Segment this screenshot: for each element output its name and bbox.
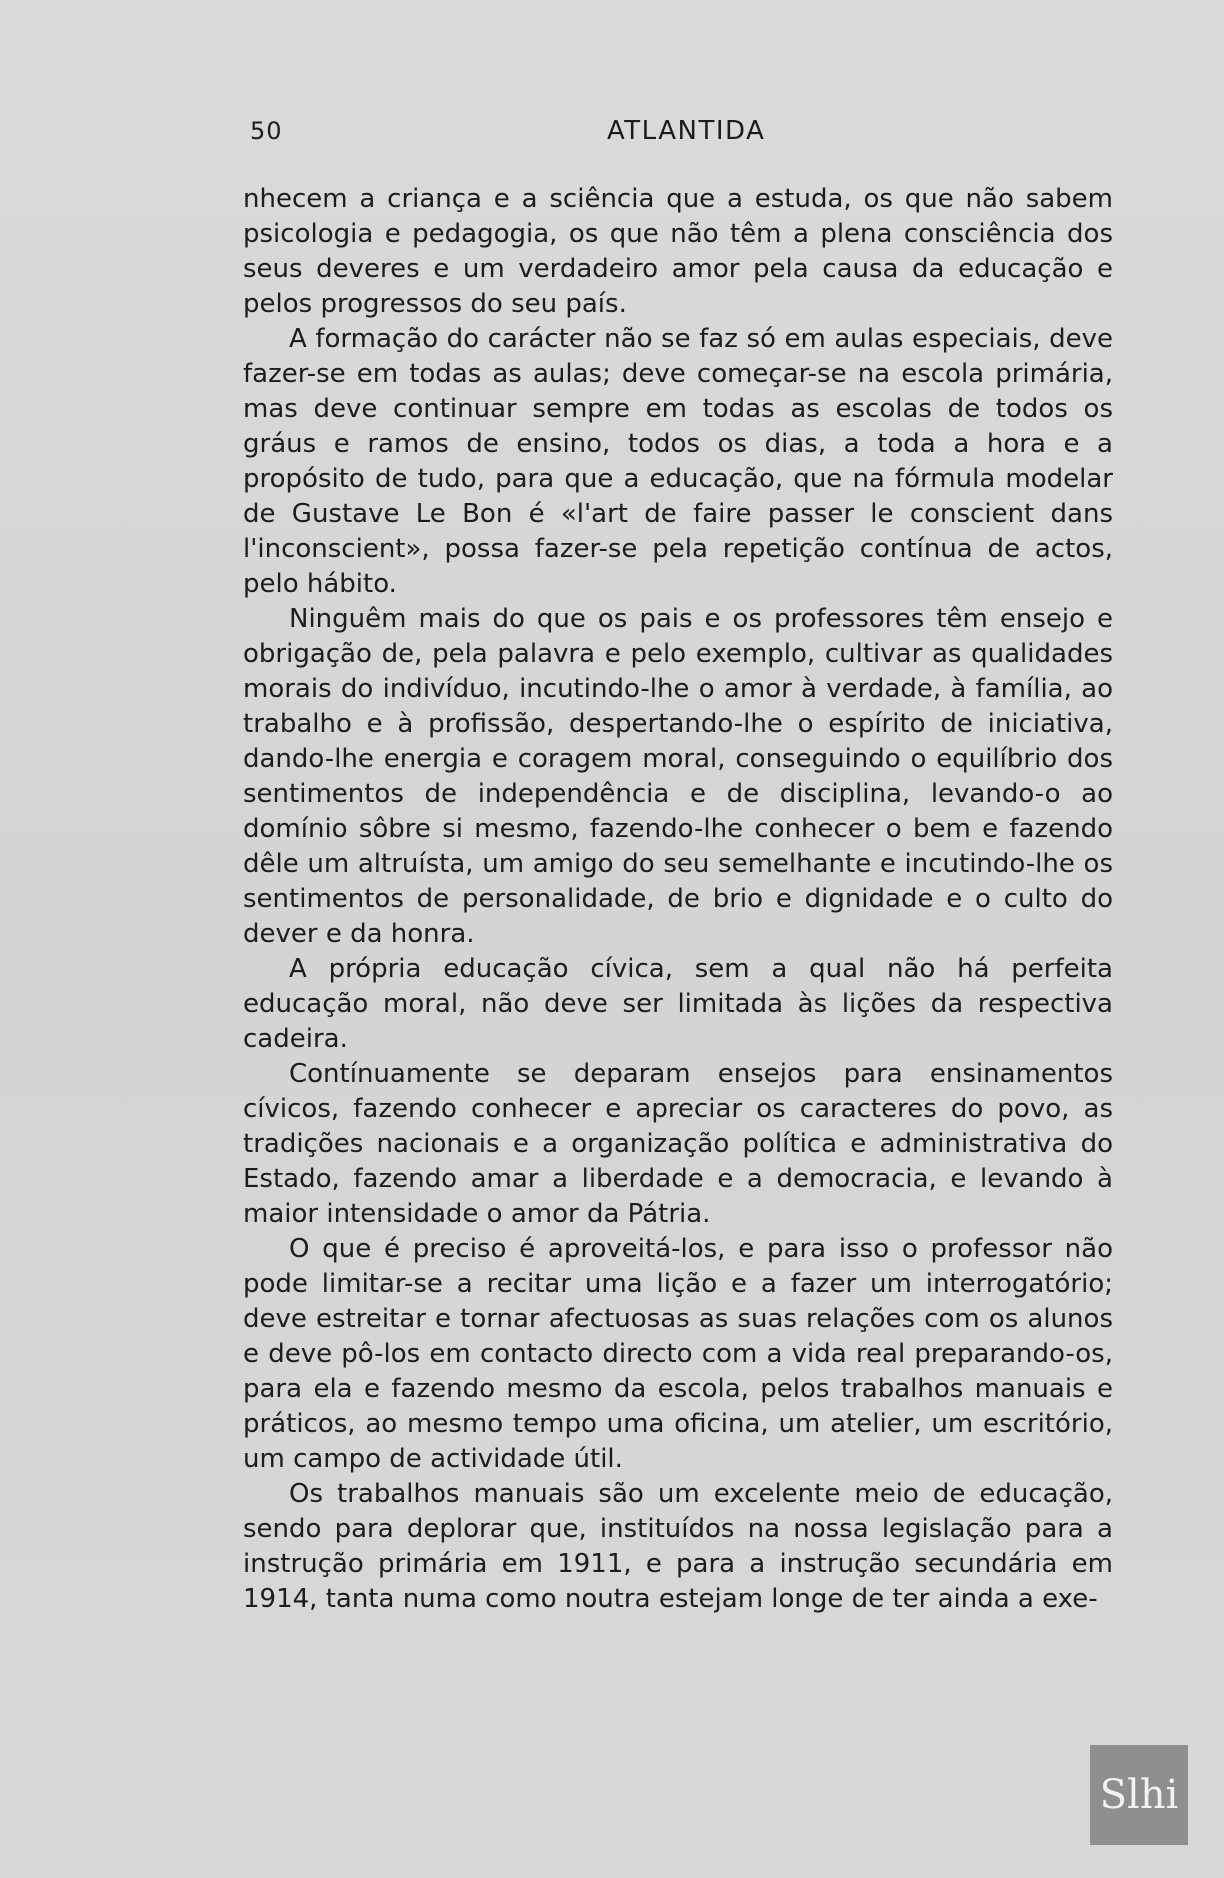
body-text <box>243 182 1113 1617</box>
paragraph: O que é preciso é aproveitá-los, e para isso o professor não pode limitar-se a recitar uma lição e a fazer um interrogatório; deve estreitar e tornar afectuosas as suas relações com os alunos e deve pô-los em contacto directo com a vida real preparando-os, para ela e fazendo mesmo da escola, pelos trabalhos manuais e práticos, ao mesmo tempo uma oficina, um atelier, um escritório, um campo de actividade útil. <box>243 1234 1113 1474</box>
page-number: 50 <box>250 117 283 145</box>
library-logo <box>1090 1745 1188 1845</box>
logo-label: Slhi <box>1099 1772 1179 1818</box>
paragraph: A formação do carácter não se faz só em aulas especiais, deve fazer-se em todas as aulas; deve começar-se na escola primária, mas deve continuar sempre em todas as escolas de todos os gráus e ramos de ensino, todos os dias, a toda a hora e a propósito de tudo, para que a educação, que na fórmula modelar de Gustave Le Bon é «l'art de faire passer le conscient dans l'inconscient», possa fazer-se pela repetição contínua de actos, pelo hábito. <box>243 324 1113 599</box>
paragraph: A própria educação cívica, sem a qual não há perfeita educação moral, não deve ser limitada às lições da respectiva cadeira. <box>243 954 1113 1054</box>
paragraph: Ninguêm mais do que os pais e os professores têm ensejo e obrigação de, pela palavra e pelo exemplo, cultivar as qualidades morais do indivíduo, incutindo-lhe o amor à verdade, à família, ao trabalho e à profissão, despertando-lhe o espírito de iniciativa, dando-lhe energia e coragem moral, conseguindo o equilíbrio dos sentimentos de independência e de disciplina, levando-o ao domínio sôbre si mesmo, fazendo-lhe conhecer o bem e fazendo dêle um altruísta, um amigo do seu semelhante e incutindo-lhe os sentimentos de personalidade, de brio e dignidade e o culto do dever e da honra. <box>243 604 1113 949</box>
paragraph: Os trabalhos manuais são um excelente meio de educação, sendo para deplorar que, instituídos na nossa legislação para a instrução primária em 1911, e para a instrução secundária em 1914, tanta numa como noutra estejam longe de ter ainda a exe- <box>243 1479 1113 1614</box>
paragraph: Contínuamente se deparam ensejos para ensinamentos cívicos, fazendo conhecer e apreciar os caracteres do povo, as tradições nacionais e a organização política e administrativa do Estado, fazendo amar a liberdade e a democracia, e levando à maior intensidade o amor da Pátria. <box>243 1059 1113 1229</box>
paragraph: nhecem a criança e a sciência que a estuda, os que não sabem psicologia e pedagogia, os que não têm a plena consciência dos seus deveres e um verdadeiro amor pela causa da educação e pelos progressos do seu país. <box>243 184 1113 319</box>
running-title: ATLANTIDA <box>607 116 766 146</box>
